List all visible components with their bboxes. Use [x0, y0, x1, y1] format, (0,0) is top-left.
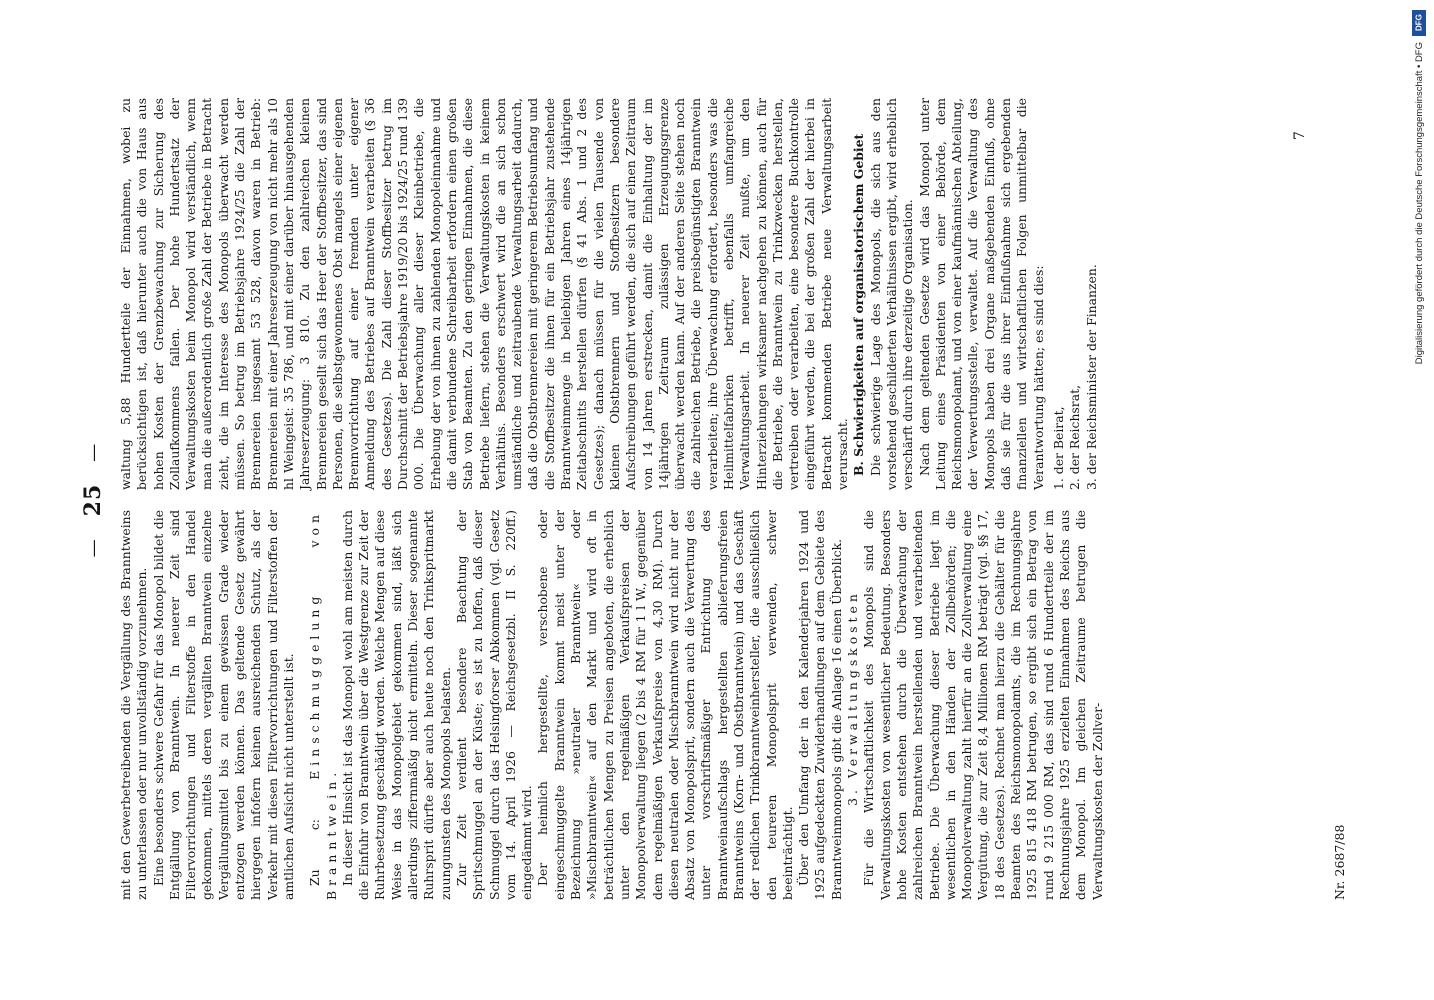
paragraph: mit den Gewerbetreibenden die Vergällung des Branntweins zu unterlassen oder nur unvollständig vorzunehmen. — [118, 510, 150, 900]
paragraph: Für die Wirtschaftlichkeit des Monopols sind die Verwaltungskosten von wesentlicher Bedeutung. Besonders hohe Kosten entstehen durch die Überwachung der zahlreichen Branntwein herstellenden und verarbeitenden Betriebe. Die Überwachung dieser Betriebe liegt im wesentlichen in den Händen der Zollbehörden; die Monopolverwaltung zahlt hierfür an die Zollverwaltung eine Vergütung, die zur Zeit 8,4 Millionen RM beträgt (vgl. §§ 17, 18 des Gesetzes). Rechnet man hierzu die Gehälter für die Beamten des Reichsmonopolamts, die im Rechnungsjahre 1925 815 418 RM betrugen, so ergibt sich ein Betrag von rund 9 215 000 RM, das sind rund 6 Hundertteile der im Rechnungsjahre 1925 erzielten Einnahmen des Reichs aus dem Monopol. Im gleichen Zeitraume betrugen die Verwaltungskosten der Zollver- — [861, 510, 1105, 900]
paragraph: waltung 5,88 Hundertteile der Einnahmen, wobei zu berücksichtigen ist, daß hierunter auch die von Haus aus hohen Kosten der Grenzbewachung zur Sicherung des Zollaufkommens fallen. Der hohe Hundertsatz der Verwaltungskosten beim Monopol wird verständlich, wenn man die außerordentlich große Zahl der Betriebe in Betracht zieht, die im Interesse des Monopols überwacht werden müssen. So betrug im Betriebsjahre 1924/25 die Zahl der Brennereien insgesamt 53 528, davon waren in Betrieb: Brennereien mit einer Jahreserzeugung von nicht mehr als 10 hl Weingeist: 35 786, und mit einer darüber hinausgehenden Jahreserzeugung: 3 810. Zu den zahlreichen kleinen Brennereien gesellt sich das Heer der Stoffbesitzer, das sind Personen, die selbstgewonnenes Obst mangels einer eigenen Brennvorrichtung auf einer fremden unter eigener Anmeldung des Betriebes auf Branntwein verarbeiten (§ 36 des Gesetzes). Die Zahl dieser Stoffbesitzer betrug im Durchschnitt der Betriebsjahre 1919/20 bis 1924/25 rund 139 000. Die Überwachung aller dieser Kleinbetriebe, die Erhebung der von ihnen zu zahlenden Monopoleinnahme und die damit verbundene Schreibarbeit erfordern einen großen Stab von Beamten. Zu den geringen Einnahmen, die diese Betriebe liefern, stehen die Verwaltungskosten in keinem Verhältnis. Besonders erschwert wird die an sich schon umständliche und zeitraubende Verwaltungsarbeit dadurch, daß die Obstbrennereien mit geringerem Betriebsumfang und die Stoffbesitzer die ihnen für ein Betriebsjahr zustehende Branntweinmenge in beliebigen Jahren eines 14jährigen Zeitabschnitts herstellen dürfen (§ 41 Abs. 1 und 2 des Gesetzes); danach müssen für die vielen Tausende von kleinen Obstbrennern und Stoffbesitzern besondere Aufschreibungen geführt werden, die sich auf einen Zeitraum von 14 Jahren erstrecken, damit die Einhaltung der im 14jährigen Zeitraum zulässigen Erzeugungsgrenze überwacht werden kann. Auf der anderen Seite stehen noch die zahlreichen Betriebe, die preisbegünstigten Branntwein verarbeiten; ihre Überwachung erfordert, besonders was die Heilmittelfabriken betrifft, ebenfalls umfangreiche Verwaltungsarbeit. In neuerer Zeit mußte, um den Hinterziehungen wirksamer nachgehen zu können, auch für die Betriebe, die Branntwein zu Trinkzwecken herstellen, vertreiben oder verarbeiten, eine besondere Buchkontrolle eingeführt werden, die bei der großen Zahl der hierbei in Betracht kommenden Betriebe neue Verwaltungsarbeit verursacht. — [118, 98, 851, 490]
digitization-credit — [1410, 10, 1428, 990]
section-heading: 3. Verwaltungskosten — [845, 590, 861, 806]
paragraph: Eine besonders schwere Gefahr für das Monopol bildet die Entgällung von Branntwein. In neuerer Zeit sind Filtervorrichtungen und Filterstoffe in den Handel gekommen, mittels deren vergällten Branntwein einzelne Vergällungsmittel bis zu einem gewissen Grade wieder entzogen werden können. Das geltende Gesetz gewährt hiergegen infofern keinen ausreichenden Schutz, als der Verkehr mit diesen Filtervorrichtungen und Filterstoffen der amtlichen Aufsicht nicht unterstellt ist. — [150, 510, 296, 900]
left-column — [118, 510, 1106, 900]
page-number: 25 — [80, 483, 106, 517]
paragraph: Über den Umfang der in den Kalenderjahren 1924 und 1925 aufgedeckten Zuwiderhandlungen auf dem Gebiete des Branntweinmonopols gibt die Anlage 16 einen Überblick. — [796, 510, 844, 900]
bottom-page-number: 7 — [1292, 131, 1308, 140]
list-item: 2. der Reichsrat, — [1067, 384, 1083, 490]
dfg-logo-icon: DFG — [1412, 10, 1426, 36]
paragraph: Zur Zeit verdient besondere Beachtung der Spritschmuggel an der Küste; es ist zu hoffen, daß dieser Schmuggel durch das Helsingforser Abkommen (vgl. Gesetz vom 14. April 1926 — Reichsgesetzbl. II S. 220ff.) eingedämmt wird. — [453, 510, 535, 900]
header-dash-left: — — [82, 538, 104, 558]
right-column — [118, 98, 1100, 490]
subsection-title: Einschmuggelung von Branntwein. — [307, 510, 339, 900]
paragraph: Nach dem geltenden Gesetze wird das Monopol unter Leitung eines Präsidenten von einer Behörde, dem Reichsmonopolamt, und von einer kaufmännischen Abteilung, der Verwertungsstelle, verwaltet. Auf die Verwaltung des Monopols haben drei Organe maßgebenden Einfluß, ohne daß sie für die aus ihrer Einflußnahme sich ergebenden finanziellen und wirtschaftlichen Folgen unmittelbar die Verantwortung hätten; es sind dies: — [916, 98, 1046, 490]
organ-list — [1051, 98, 1100, 490]
subsection-label: Zu c: — [307, 819, 323, 886]
paragraph: Der heimlich hergestellte, verschobene oder eingeschmuggelte Branntwein kommt meist unter der Bezeichnung »neutraler Branntwein« oder »Mischbranntwein« auf den Markt und wird oft in beträchtlichen Mengen zu Preisen angeboten, die erheblich unter den regelmäßigen Verkaufspreisen der Monopolverwaltung liegen (2 bis 4 RM für 1 l W., gegenüber dem regelmäßigen Verkaufspreise von 4,30 RM). Durch diesen neutralen oder Mischbranntwein wird nicht nur der Absatz von Monopolsprit, sondern auch die Verwertung des unter vorschriftsmäßiger Entrichtung des Branntweinaufschlags hergestellten ablieferungsfreien Branntweins (Korn- und Obstbranntwein) und das Geschäft der redlichen Trinkbranntweinhersteller, die ausschließlich den teureren Monopolsprit verwenden, schwer beeinträchtigt. — [535, 510, 795, 900]
list-item: 1. der Beirat, — [1050, 406, 1066, 490]
list-item: 3. der Reichsminister der Finanzen. — [1083, 264, 1099, 490]
paragraph: In dieser Hinsicht ist das Monopol wohl am meisten durch die Einfuhr von Branntwein über die Westgrenze zur Zeit der Ruhrbesetzung geschädigt worden. Welche Mengen auf diese Weise in das Monopolgebiet gekommen sind, läßt sich allerdings ziffernmäßig nicht ermitteln. Dieser sogenannte Ruhrsprit dürfte aber auch heute noch den Trinkspritmarkt zuungunsten des Monopols belasten. — [339, 510, 453, 900]
paragraph: Die schwierige Lage des Monopols, die sich aus den vorstehend geschilderten Verhältnissen ergibt, wird erheblich verschärft durch ihre derzeitige Organisation. — [867, 98, 916, 490]
header-dash-right: — — [82, 442, 104, 462]
section-heading: B. Schwierigkeiten auf organisatorischem Gebiet — [851, 133, 867, 476]
page-header — [78, 120, 108, 880]
credit-text: Digitalisierung gefördert durch die Deutsche Forschungsgemeinschaft • DFG — [1413, 42, 1425, 365]
document-number: Nr. 2687/88 — [1332, 824, 1347, 900]
subsection-heading — [307, 510, 340, 900]
